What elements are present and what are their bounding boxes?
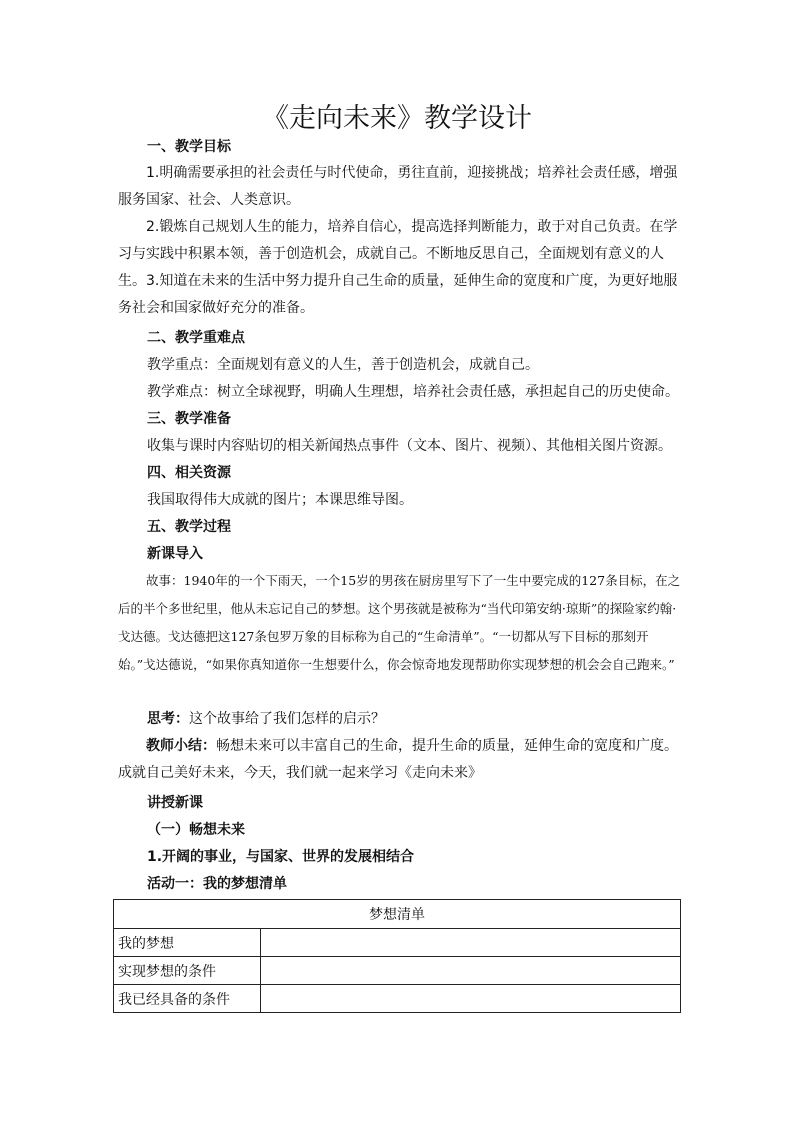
row-value-cell [261,985,681,1013]
dream-list-table [113,899,681,1013]
think-question: 思考：这个故事给了我们怎样的启示？ [147,711,385,727]
table-row [114,957,681,985]
objective-3: 3.知道在未来的生活中努力提升自己生命的质量，延伸生命的宽度和广度，为更好地服务社会和国家做好充分的准备。 [118,273,678,316]
intro-heading: 新课导入 [147,546,203,562]
resources-text: 我国取得伟大成就的图片；本课思维导图。 [147,492,413,508]
table-row [114,929,681,957]
new-lesson-heading: 讲授新课 [147,795,203,811]
row-value-cell [261,929,681,957]
row-label: 我已经具备的条件 [114,985,261,1013]
section-2-heading: 二、教学重难点 [147,330,245,346]
row-label: 我的梦想 [114,929,261,957]
row-value-cell [261,957,681,985]
row-label: 实现梦想的条件 [114,957,261,985]
objective-1: 1.明确需要承担的社会责任与时代使命，勇往直前，迎接挑战；培养社会责任感，增强服务国家、社会、人类意识。 [118,165,678,208]
point-1-heading: 1.开阔的事业，与国家、世界的发展相结合 [147,849,415,865]
objective-2: 2.锻炼自己规划人生的能力，培养自信心，提高选择判断能力，敢于对自己负责。在学习与实践中积累本领，善于创造机会，成就自己。不断地反思自己，全面规划有意义的人生。 [118,219,678,289]
key-point: 教学重点：全面规划有意义的人生，善于创造机会，成就自己。 [147,357,539,373]
table-header-cell: 梦想清单 [114,900,681,929]
section-4-heading: 四、相关资源 [147,465,231,481]
section-3-heading: 三、教学准备 [147,411,231,427]
document-title: 《走向未来》教学设计 [262,103,532,134]
activity-1-heading: 活动一：我的梦想清单 [147,876,287,892]
difficult-point: 教学难点：树立全球视野，明确人生理想，培养社会责任感，承担起自己的历史使命。 [147,384,679,400]
story-paragraph: 故事：1940年的一个下雨天，一个15岁的男孩在厨房里写下了一生中要完成的127条目标，在之后的半个多世纪里，他从未忘记自己的梦想。这个男孩就是被称为“当代印第安纳·琼斯”的探险家约翰·戈达德。戈达德把这127条包罗万象的目标称为自己的“生命清单”。“一切都从写下目标的那刻开始。”戈达德说，“如果你真知道你一生想要什么，你会惊奇地发现帮助你实现梦想的机会会自己跑来。” [118,573,681,672]
teacher-summary: 教师小结：畅想未来可以丰富自己的生命，提升生命的质量，延伸生命的宽度和广度。成就自己美好未来，今天，我们就一起来学习《走向未来》 [118,738,678,781]
section-5-heading: 五、教学过程 [147,519,231,535]
section-1-heading: 一、教学目标 [147,139,231,155]
preparation-text: 收集与课时内容贴切的相关新闻热点事件（文本、图片、视频）、其他相关图片资源。 [147,438,672,454]
table-row [114,985,681,1013]
table-header-row [114,900,681,929]
part-1-heading: （一）畅想未来 [147,822,245,838]
